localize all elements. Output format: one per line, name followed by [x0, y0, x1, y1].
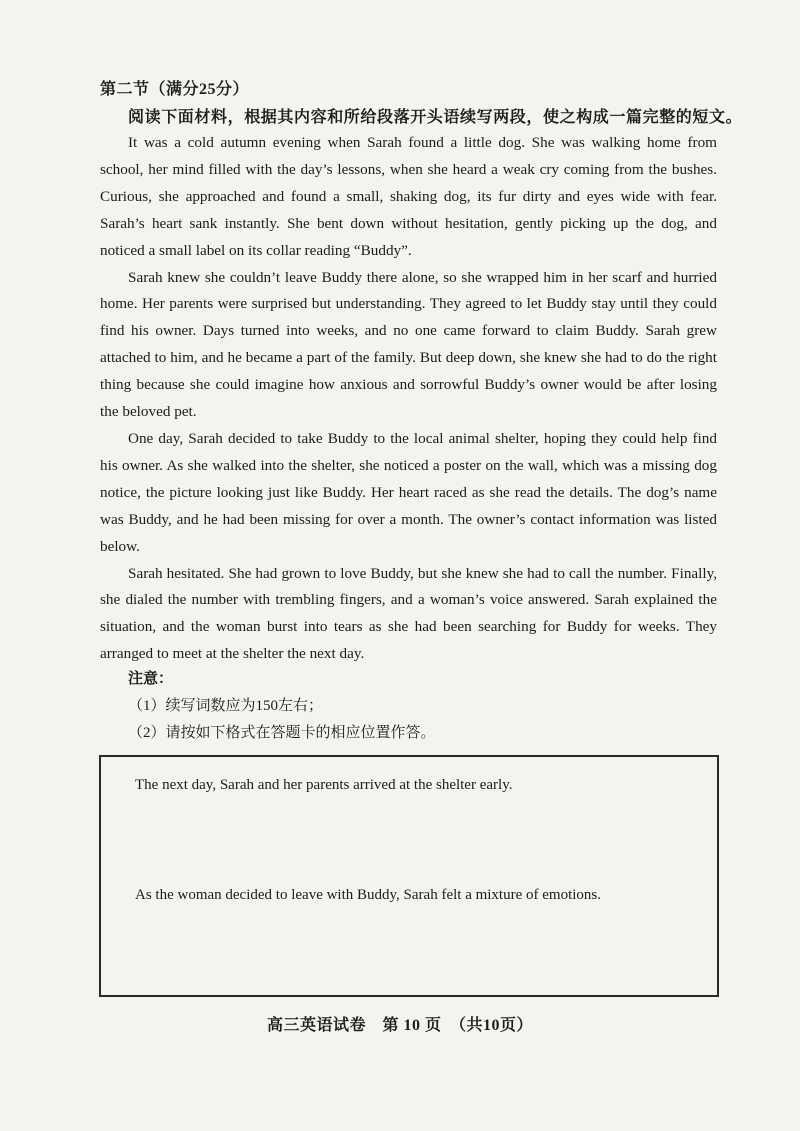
- notes-section: [100, 666, 717, 747]
- story-passage: [100, 130, 717, 668]
- notes-item: （1）续写词数应为150左右；: [128, 698, 324, 714]
- answer-box: [99, 755, 719, 997]
- notes-title: 注意：: [128, 671, 174, 687]
- notes-item: （2）请按如下格式在答题卡的相应位置作答。: [128, 725, 436, 741]
- paragraph-opening-2: As the woman decided to leave with Buddy, Sarah felt a mixture of emotions.: [135, 887, 601, 903]
- story-paragraph: One day, Sarah decided to take Buddy to the local animal shelter, hoping they could help find his owner. As she walked into the shelter, she noticed a poster on the wall, which was a missing dog notice, the picture looking just like Buddy. Her heart raced as she read the details. The dog’s name was Buddy, and he had been missing for over a month. The owner’s contact information was listed below.: [100, 429, 717, 555]
- paragraph-opening-1: The next day, Sarah and her parents arrived at the shelter early.: [135, 777, 513, 793]
- story-paragraph: Sarah hesitated. She had grown to love Buddy, but she knew she had to call the number. Finally, she dialed the number with trembling fingers, and a woman’s voice answered. Sarah explained the situation, and the woman burst into tears as she had been searching for Buddy for weeks. They arranged to meet at the shelter the next day.: [100, 564, 717, 663]
- story-paragraph: Sarah knew she couldn’t leave Buddy there alone, so she wrapped him in her scarf and hurried home. Her parents were surprised but understanding. They agreed to let Buddy stay until they could find his owner. Days turned into weeks, and no one came forward to claim Buddy. Sarah grew attached to him, and he became a part of the family. But deep down, she knew she had to do the right thing because she could imagine how anxious and sorrowful Buddy’s owner would be after losing the beloved pet.: [100, 268, 717, 421]
- instruction-text: 阅读下面材料，根据其内容和所给段落开头语续写两段，使之构成一篇完整的短文。: [128, 109, 743, 126]
- section-title: 第二节（满分25分）: [100, 81, 250, 98]
- page-footer: 高三英语试卷 第 10 页 （共10页）: [266, 1017, 533, 1034]
- story-paragraph: It was a cold autumn evening when Sarah found a little dog. She was walking home from school, her mind filled with the day’s lessons, when she heard a weak cry coming from the bushes. Curious, she approached and found a small, shaking dog, its fur dirty and eyes wide with fear. Sarah’s heart sank instantly. She bent down without hesitation, gently picking up the dog, and noticed a small label on its collar reading “Buddy”.: [100, 134, 717, 259]
